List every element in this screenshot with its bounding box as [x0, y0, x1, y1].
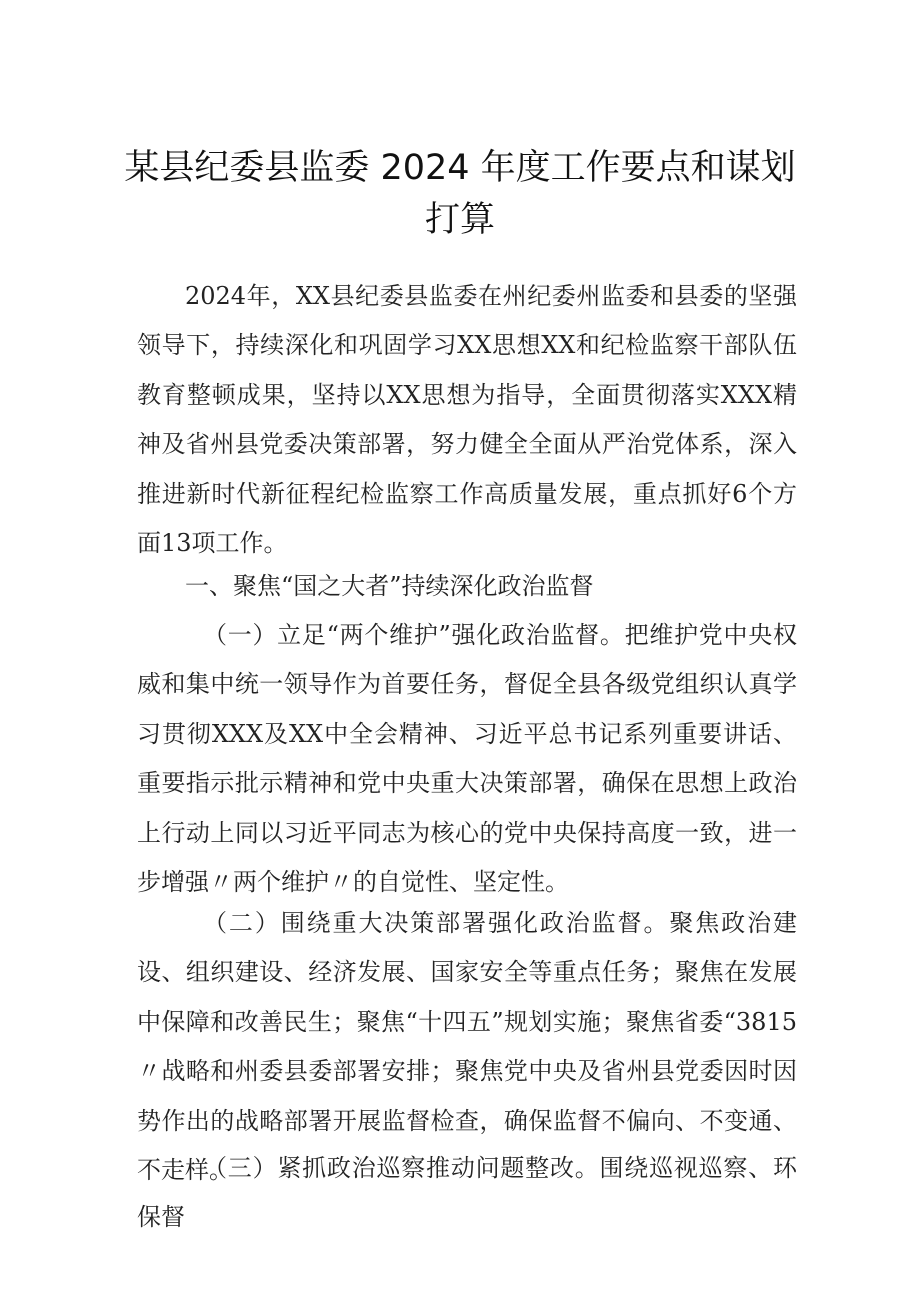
item3-block: [137, 1144, 797, 1232]
item1-paragraph: （一）立足“两个维护”强化政治监督。把维护党中央权威和集中统一领导作为首要任务，督促全县各级党组织认真学习贯彻XXX及XX中全会精神、习近平总书记系列重要讲话、重要指示批示精神和党中央重大决策部署，确保在思想上政治上行动上同以习近平同志为核心的党中央保持高度一致，进一步增强〃两个维护〃的自觉性、坚定性。: [137, 621, 797, 897]
item1-block: [137, 611, 797, 911]
intro-paragraph: 2024年，XX县纪委县监委在州纪委州监委和县委的坚强领导下，持续深化和巩固学习XX思想XX和纪检监察干部队伍教育整顿成果，坚持以XX思想为指导，全面贯彻落实XXX精神及省州县党委决策部署，努力健全全面从严治党体系，深入推进新时代新征程纪检监察工作高质量发展，重点抓好6个方面13项工作。: [137, 282, 797, 558]
item3-paragraph: （三）紧抓政治巡察推动问题整改。围绕巡视巡察、环保督: [137, 1154, 797, 1232]
document-title-line1: 某县纪委县监委 2024 年度工作要点和谋划: [124, 148, 796, 188]
document-title-line2: 打算: [424, 200, 495, 240]
item2-paragraph: （二）围绕重大决策部署强化政治监督。聚焦政治建设、组织建设、经济发展、国家安全等重点任务；聚焦在发展中保障和改善民生；聚焦“十四五”规划实施；聚焦省委“3815〃战略和州委县委部署安排；聚焦党中央及省州县党委因时因势作出的战略部署开展监督检查，确保监督不偏向、不变通、不走样。: [137, 909, 797, 1185]
intro-block: [137, 272, 797, 572]
section1-heading: 一、聚焦“国之大者”持续深化政治监督: [185, 572, 594, 600]
section1-block: [137, 562, 797, 612]
item2-block: [137, 899, 797, 1185]
